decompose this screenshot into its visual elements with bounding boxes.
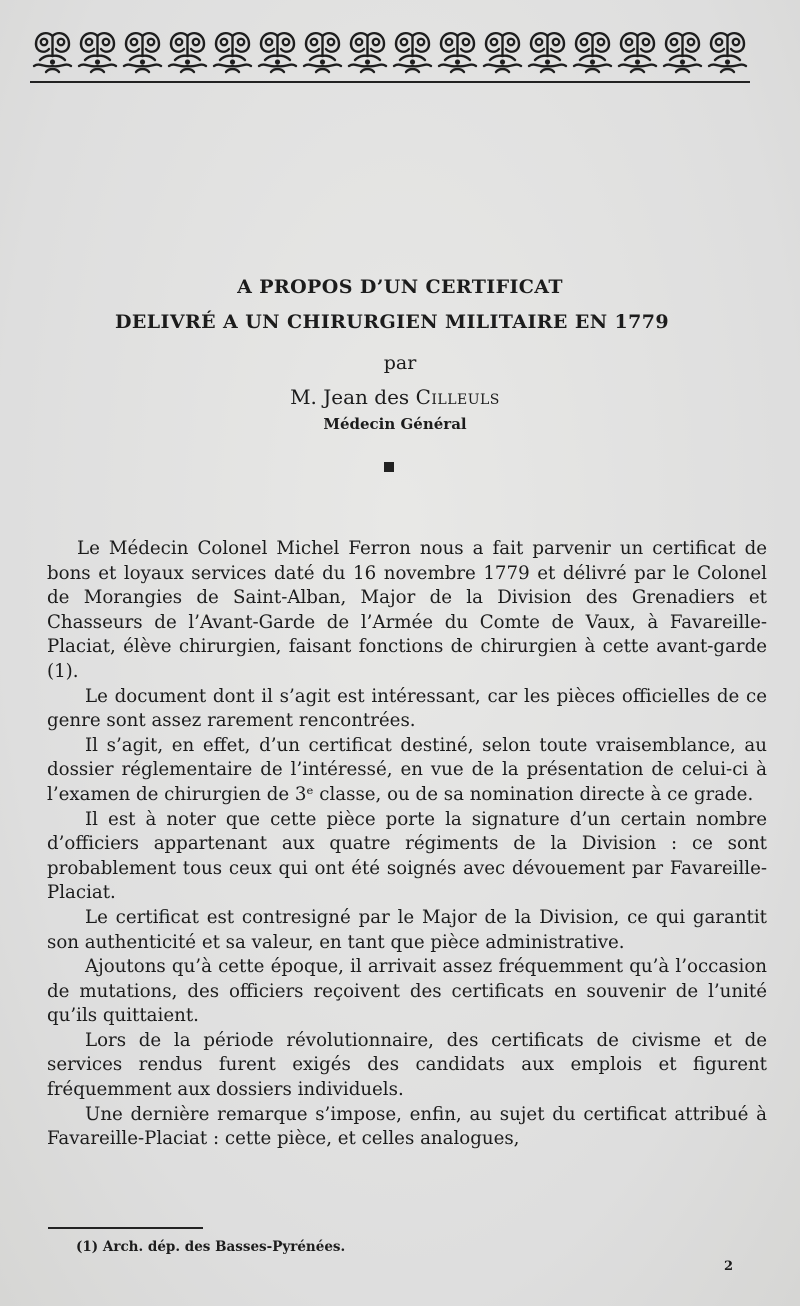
article-body <box>47 537 767 1152</box>
decorative-ornament-band <box>30 22 750 80</box>
paragraph: Il est à noter que cette pièce porte la signature d’un certain nombre d’officiers appartenant aux quatre régiments de la Division : ce sont probablement tous ceux qui ont été soignés avec dévouement par Favareille-Placiat. <box>47 808 767 904</box>
fleuron-ornament-icon <box>165 22 210 80</box>
fleuron-ornament-icon <box>435 22 480 80</box>
paragraph: Lors de la période révolutionnaire, des certificats de civisme et de services rendus furent exigés des candidats aux emplois et figurent fréquemment aux dossiers individuels. <box>47 1029 767 1101</box>
paragraph: Le Médecin Colonel Michel Ferron nous a fait parvenir un certificat de bons et loyaux services daté du 16 novembre 1779 et délivré par le Colonel de Morangies de Saint-Alban, Major de la Division des Grenadiers et Chasseurs de l’Avant-Garde de l’Armée du Comte de Vaux, à Favareille-Placiat, élève chirurgien, faisant fonctions de chirurgien à cette avant-garde (1). <box>47 538 767 682</box>
byline: par <box>383 352 417 374</box>
paragraph: Le certificat est contresigné par le Major de la Division, ce qui garantit son authenticité et sa valeur, en tant que pièce administrative. <box>47 906 767 953</box>
author-name <box>0 384 790 410</box>
page-number: 2 <box>724 1259 734 1274</box>
fleuron-ornament-icon <box>120 22 165 80</box>
author-surname: Cilleuls <box>415 385 500 409</box>
fleuron-ornament-icon <box>525 22 570 80</box>
fleuron-ornament-icon <box>210 22 255 80</box>
section-square-mark <box>384 462 394 472</box>
footnote: (1) Arch. dép. des Basses-Pyrénées. <box>76 1239 346 1255</box>
fleuron-ornament-icon <box>615 22 660 80</box>
paragraph: Ajoutons qu’à cette époque, il arrivait assez fréquemment qu’à l’occasion de mutations, des officiers reçoivent des certificats en souvenir de l’unité qu’ils quittaient. <box>47 956 767 1027</box>
fleuron-ornament-icon <box>570 22 615 80</box>
fleuron-ornament-icon <box>345 22 390 80</box>
fleuron-ornament-icon <box>480 22 525 80</box>
footnote-rule <box>48 1227 203 1229</box>
fleuron-ornament-icon <box>75 22 120 80</box>
author-title: Médecin Général <box>323 415 467 433</box>
paragraph: Une dernière remarque s’impose, enfin, au sujet du certificat attribué à Favareille-Placiat : cette pièce, et celles analogues, <box>47 1103 767 1150</box>
fleuron-ornament-icon <box>390 22 435 80</box>
article-title-line-1: A PROPOS D’UN CERTIFICAT <box>237 276 563 298</box>
fleuron-ornament-icon <box>255 22 300 80</box>
fleuron-ornament-icon <box>660 22 705 80</box>
fleuron-ornament-icon <box>300 22 345 80</box>
paragraph: Il s’agit, en effet, d’un certificat destiné, selon toute vraisemblance, au dossier réglementaire de l’intéressé, en vue de la présentation de celui-ci à l’examen de chirurgien de 3ᵉ classe, ou de sa nomination directe à ce grade. <box>47 734 767 805</box>
article-title-line-2: DELIVRÉ A UN CHIRURGIEN MILITAIRE EN 1779 <box>115 311 669 333</box>
fleuron-ornament-icon <box>30 22 75 80</box>
fleuron-ornament-icon <box>705 22 750 80</box>
author-prefix: M. Jean des <box>290 385 410 409</box>
ornament-rule <box>30 81 750 83</box>
paragraph: Le document dont il s’agit est intéressant, car les pièces officielles de ce genre sont assez rarement rencontrées. <box>47 685 767 732</box>
